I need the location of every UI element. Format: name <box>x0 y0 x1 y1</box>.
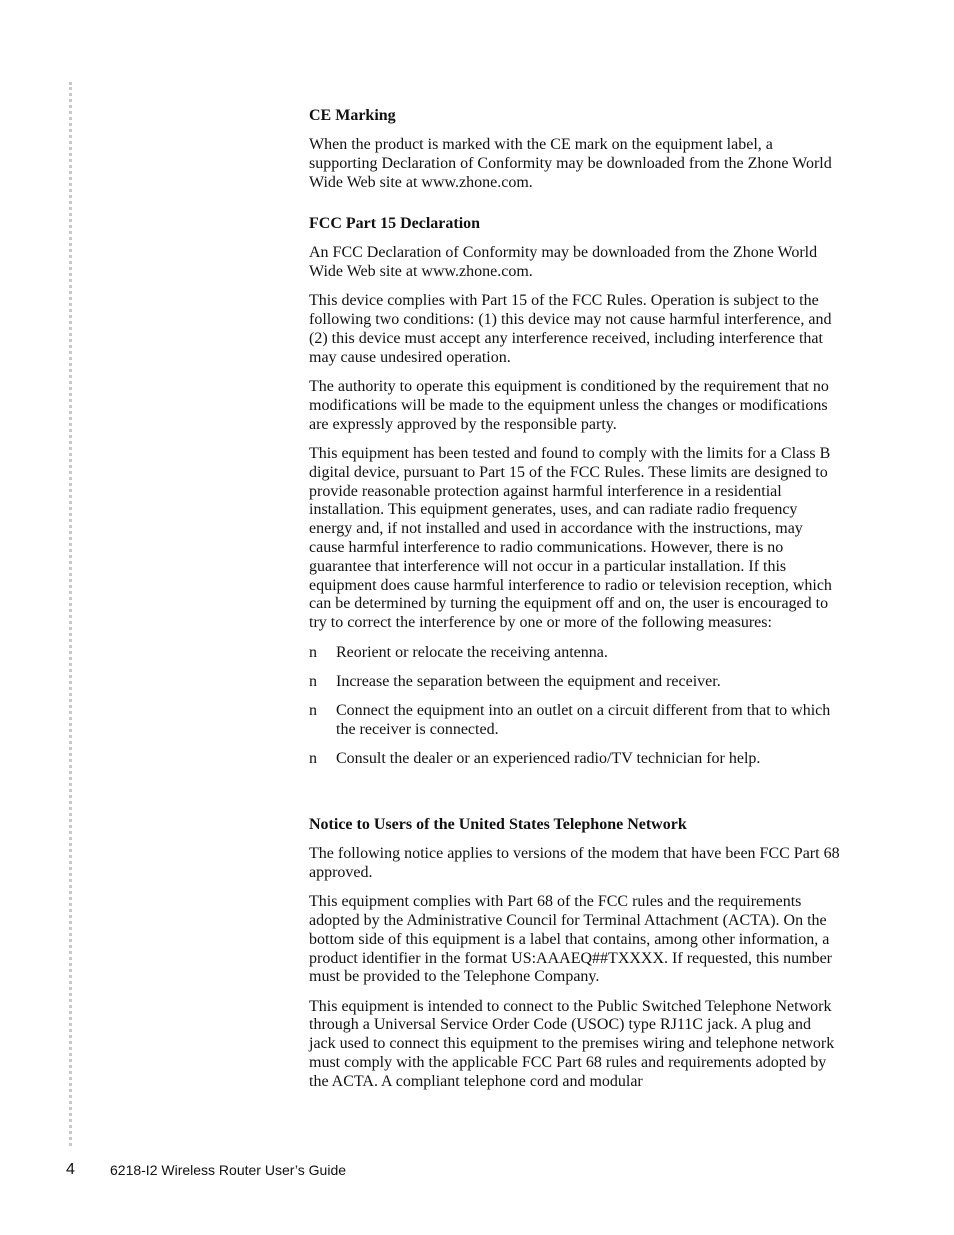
list-item-text: Connect the equipment into an outlet on a circuit different from that to which the receiver is connected. <box>336 702 831 738</box>
paragraph: When the product is marked with the CE mark on the equipment label, a supporting Declaration of Conformity may be downloaded from the Zhone World Wide Web site at www.zhone.com. <box>309 136 832 191</box>
bullet-icon: n <box>309 672 317 690</box>
paragraph: This equipment is intended to connect to the Public Switched Telephone Network through a Universal Service Order Code (USOC) type RJ11C jack. A plug and jack used to connect this equipment to the premises wiring and telephone network must comply with the applicable FCC Part 68 rules and requirements adopted by the ACTA. A compliant telephone cord and modular <box>309 997 835 1090</box>
section-heading: FCC Part 15 Declaration <box>309 215 481 233</box>
list-item-text: Consult the dealer or an experienced radio/TV technician for help. <box>336 750 761 768</box>
section-ce-marking <box>309 106 841 192</box>
paragraph: This equipment complies with Part 68 of the FCC rules and the requirements adopted by the Administrative Council for Terminal Attachment (ACTA). On the bottom side of this equipment is a label that contains, among other information, a product identifier in the format US:AAAEQ##TXXXX. If requested, this number must be provided to the Telephone Company. <box>309 893 832 986</box>
list-item <box>309 673 841 692</box>
paragraph: The following notice applies to versions of the modem that have been FCC Part 68 approved. <box>309 845 840 881</box>
footer-title: 6218-I2 Wireless Router User’s Guide <box>110 1162 347 1178</box>
section-heading: Notice to Users of the United States Telephone Network <box>309 816 687 834</box>
list-item <box>309 750 841 769</box>
page-number: 4 <box>66 1161 75 1178</box>
bullet-icon: n <box>309 750 317 768</box>
section-heading: CE Marking <box>309 107 396 124</box>
section-fcc-part-15 <box>309 214 841 769</box>
margin-dotted-rule <box>69 82 72 1146</box>
section-us-telephone-notice <box>309 815 841 1092</box>
list-item <box>309 702 841 740</box>
measures-list <box>309 644 841 769</box>
list-item <box>309 644 841 663</box>
paragraph: An FCC Declaration of Conformity may be downloaded from the Zhone World Wide Web site at www.zhone.com. <box>309 244 818 281</box>
paragraph: This device complies with Part 15 of the FCC Rules. Operation is subject to the following two conditions: (1) this device may not cause harmful interference, and (2) this device must accept any interference received, including interference that may cause undesired operation. <box>309 292 832 366</box>
paragraph: The authority to operate this equipment is conditioned by the requirement that no modifications will be made to the equipment unless the changes or modifications are expressly approved by the responsible party. <box>309 378 829 433</box>
list-item-text: Reorient or relocate the receiving antenna. <box>336 643 608 661</box>
paragraph: This equipment has been tested and found to comply with the limits for a Class B digital device, pursuant to Part 15 of the FCC Rules. These limits are designed to provide reasonable protection against harmful interference in a residential installation. This equipment generates, uses, and can radiate radio frequency energy and, if not installed and used in accordance with the instructions, may cause harmful interference to radio communications. However, there is no guarantee that interference will not occur in a particular installation. If this equipment does cause harmful interference to radio or television reception, which can be determined by turning the equipment off and on, the user is encouraged to try to correct the interference by one or more of the following measures: <box>309 445 832 632</box>
page-content <box>309 106 841 1114</box>
list-item-text: Increase the separation between the equipment and receiver. <box>336 672 721 690</box>
bullet-icon: n <box>309 643 317 661</box>
bullet-icon: n <box>309 702 317 720</box>
